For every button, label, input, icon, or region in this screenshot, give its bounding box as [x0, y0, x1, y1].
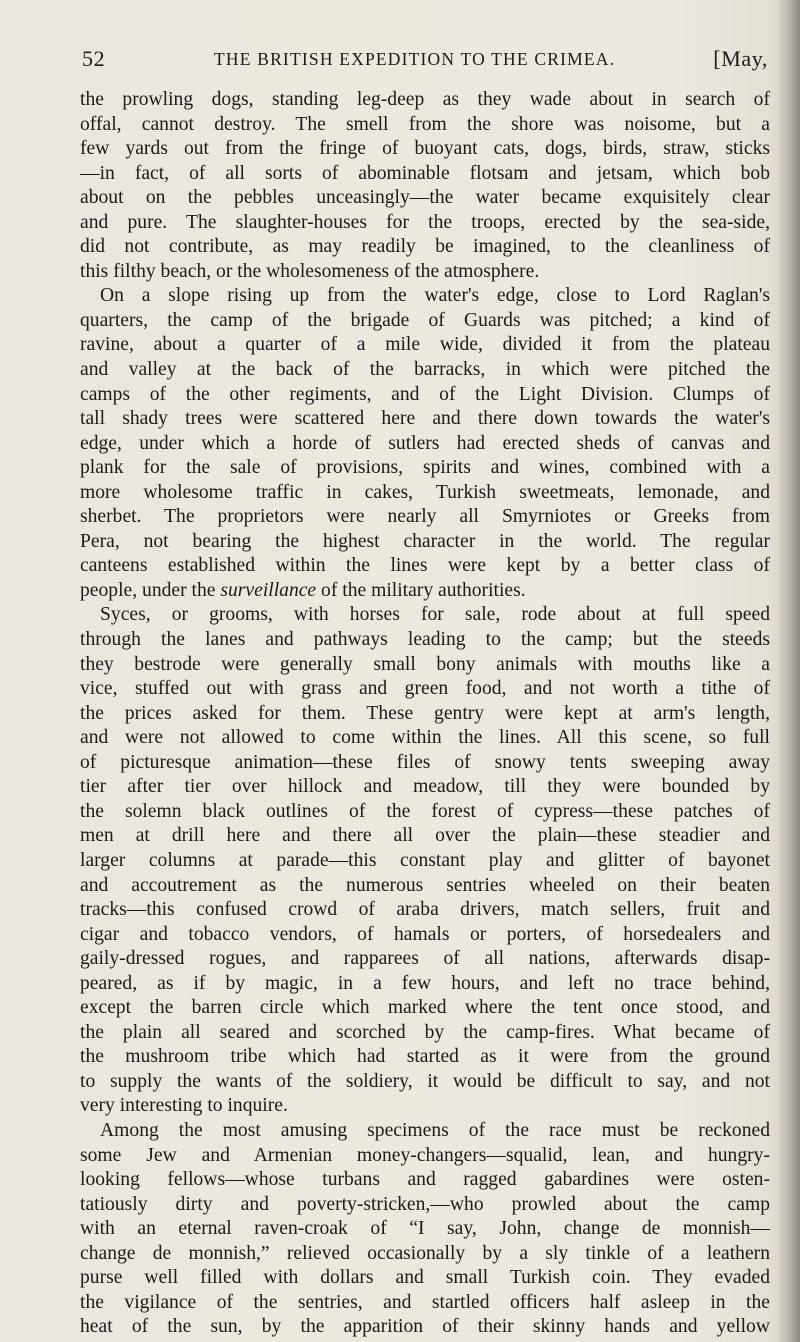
page-gutter-shadow [778, 0, 800, 1342]
text-line: offal, cannot destroy. The smell from the shore was noisome, but a [80, 113, 770, 135]
text-line: purse well filled with dollars and small Turkish coin. They evaded [80, 1267, 770, 1289]
text-line: heat of the sun, by the apparition of their skinny hands and yellow [80, 1316, 770, 1338]
text-line: ravine, about a quarter of a mile wide, divided it from the plateau [80, 334, 770, 356]
text-line: the vigilance of the sentries, and startled officers half asleep in the [80, 1291, 770, 1313]
text-line: camps of the other regiments, and of the Light Division. Clumps of [80, 383, 770, 405]
text-line: and were not allowed to come within the lines. All this scene, so full [80, 727, 770, 749]
text-line: tracks—this confused crowd of araba drivers, match sellers, fruit and [80, 899, 770, 921]
text-line: the solemn black outlines of the forest of cypress—these patches of [80, 800, 770, 822]
text-line: edge, under which a horde of sutlers had erected sheds of canvas and [80, 432, 770, 454]
page-number: 52 [82, 46, 106, 71]
text-line: of picturesque animation—these files of snowy tents sweeping away [80, 751, 770, 773]
text-line: larger columns at parade—this constant play and glitter of bayonet [80, 849, 770, 871]
text-line: On a slope rising up from the water's edge, close to Lord Raglan's [100, 285, 770, 307]
text-line: the prices asked for them. These gentry were kept at arm's length, [80, 702, 770, 724]
running-header [82, 46, 768, 76]
text-line: the plain all seared and scorched by the camp-fires. What became of [80, 1021, 770, 1043]
text-line: quarters, the camp of the brigade of Guards was pitched; a kind of [80, 309, 770, 331]
text-line: more wholesome traffic in cakes, Turkish sweetmeats, lemonade, and [80, 481, 770, 503]
text-line: this filthy beach, or the wholesomeness of the atmosphere. [80, 260, 540, 282]
text-line: the prowling dogs, standing leg-deep as they wade about in search of [80, 89, 770, 110]
text-line: tatiously dirty and poverty-stricken,—who prowled about the camp [80, 1193, 770, 1215]
text-line: the mushroom tribe which had started as it were from the ground [80, 1046, 770, 1068]
text-line: about on the pebbles unceasingly—the water became exquisitely clear [80, 187, 770, 209]
text-line: with an eternal raven-croak of “I say, John, change de monnish— [80, 1218, 770, 1240]
text-line: few yards out from the fringe of buoyant cats, dogs, birds, straw, sticks [80, 138, 770, 160]
text-line: —in fact, of all sorts of abominable flotsam and jetsam, which bob [80, 162, 770, 184]
text-line: tall shady trees were scattered here and there down towards the water's [80, 408, 770, 430]
text-line: gaily-dressed rogues, and rapparees of all nations, afterwards disap- [80, 948, 770, 970]
text-line: looking fellows—whose turbans and ragged gabardines were osten- [80, 1169, 770, 1191]
text-line: peared, as if by magic, in a few hours, and left no trace behind, [80, 972, 770, 994]
text-line: tier after tier over hillock and meadow, till they were bounded by [80, 776, 770, 798]
text-line: cigar and tobacco vendors, of hamals or porters, of horsedealers and [80, 923, 770, 945]
text-line: and accoutrement as the numerous sentries wheeled on their beaten [80, 874, 770, 896]
text-line: and valley at the back of the barracks, in which were pitched the [80, 359, 770, 381]
text-line: men at drill here and there all over the plain—these steadier and [80, 825, 770, 847]
text-line: sherbet. The proprietors were nearly all Smyrniotes or Greeks from [80, 506, 770, 528]
text-line: Pera, not bearing the highest character in the world. The regular [80, 530, 770, 552]
text-line: plank for the sale of provisions, spirits and wines, combined with a [80, 457, 770, 479]
text-line: very interesting to inquire. [80, 1095, 288, 1117]
text-line: Among the most amusing specimens of the race must be reckoned [100, 1119, 770, 1141]
text-line: Syces, or grooms, with horses for sale, rode about at full speed [100, 604, 770, 626]
text-line: through the lanes and pathways leading to the camp; but the steeds [80, 629, 770, 651]
text-line: canteens established within the lines were kept by a better class of [80, 555, 770, 577]
running-title: THE BRITISH EXPEDITION TO THE CRIMEA. [214, 49, 616, 69]
text-line: did not contribute, as may readily be imagined, to the cleanliness of [80, 236, 770, 258]
text-line: vice, stuffed out with grass and green food, and not worth a tithe of [80, 678, 770, 700]
text-line: to supply the wants of the soldiery, it would be difficult to say, and not [80, 1070, 770, 1092]
text-line: except the barren circle which marked where the tent once stood, and [80, 997, 770, 1019]
text-line: and pure. The slaughter-houses for the troops, erected by the sea-side, [80, 211, 770, 233]
body-text [80, 88, 770, 1340]
text-line: some Jew and Armenian money-changers—squalid, lean, and hungry- [80, 1144, 770, 1166]
header-date: [May, [713, 46, 768, 71]
text-line: they bestrode were generally small bony animals with mouths like a [80, 653, 770, 675]
text-line: change de monnish,” relieved occasionally by a sly tinkle of a leathern [80, 1242, 770, 1264]
emphasis-word: surveillance [220, 579, 317, 601]
text-line: people, under the surveillance of the military authorities. [80, 579, 526, 601]
